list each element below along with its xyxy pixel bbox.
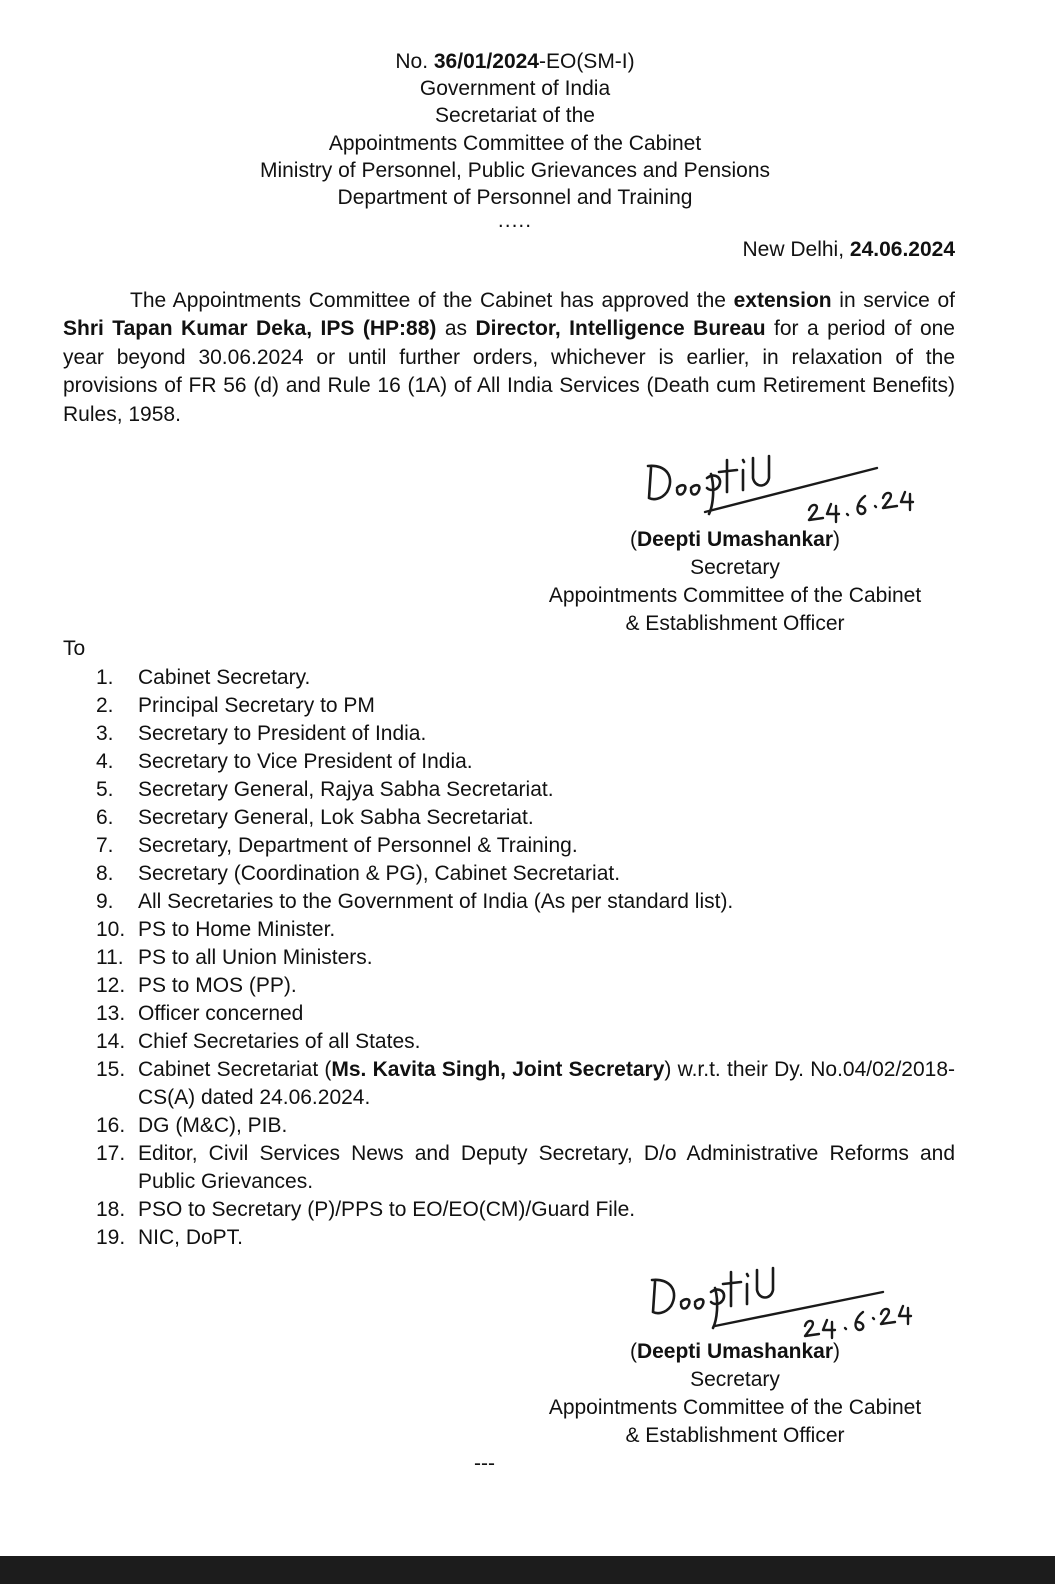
distribution-item (63, 1112, 955, 1140)
bottom-bar (0, 1556, 1055, 1584)
distribution-item (63, 888, 955, 916)
distribution-item-number: 3. (96, 722, 114, 745)
distribution-item-text: PSO to Secretary (P)/PPS to EO/EO(CM)/Guard File. (138, 1198, 636, 1221)
distribution-item-number: 6. (96, 806, 114, 829)
distribution-item-text: All Secretaries to the Government of India (As per standard list). (138, 890, 734, 913)
signature-block-top (515, 448, 955, 638)
distribution-item-number: 8. (96, 862, 114, 885)
signatory-designation: Secretary (690, 1368, 780, 1391)
distribution-item (63, 720, 955, 748)
distribution-item-text: Secretary, Department of Personnel & Training. (138, 834, 578, 857)
distribution-item-text: PS to all Union Ministers. (138, 946, 373, 969)
distribution-item (63, 1224, 955, 1252)
header-committee: Appointments Committee of the Cabinet (328, 131, 702, 155)
header-dots: ..... (497, 209, 533, 233)
distribution-item-text: Secretary to President of India. (138, 722, 427, 745)
signature-block-bottom (515, 1262, 955, 1452)
to-label: To (63, 637, 86, 660)
distribution-item (63, 1028, 955, 1056)
distribution-item-number: 10. (96, 918, 126, 941)
distribution-item-text: Officer concerned (138, 1002, 304, 1025)
distribution-item-text: Cabinet Secretary. (138, 666, 311, 689)
distribution-item-text: PS to MOS (PP). (138, 974, 297, 997)
signatory-name: (Deepti Umashankar) (629, 1340, 841, 1363)
distribution-item-text: Secretary General, Lok Sabha Secretariat. (138, 806, 534, 829)
handwritten-signature (615, 448, 935, 528)
distribution-item-text: Secretary (Coordination & PG), Cabinet Secretariat. (138, 862, 621, 885)
header-department: Department of Personnel and Training (337, 186, 693, 210)
distribution-item (63, 776, 955, 804)
distribution-item (63, 804, 955, 832)
signatory-designation: Secretary (690, 556, 780, 579)
distribution-item-text: Secretary General, Rajya Sabha Secretariat. (138, 778, 554, 801)
distribution-item-number: 15. (96, 1058, 126, 1081)
signatory-name: (Deepti Umashankar) (629, 528, 841, 551)
distribution-item-text: Secretary to Vice President of India. (138, 750, 473, 773)
handwritten-signature (615, 1262, 935, 1342)
distribution-item-number: 19. (96, 1226, 126, 1249)
header-secretariat: Secretariat of the (435, 104, 595, 128)
distribution-item-number: 9. (96, 890, 114, 913)
letter-header (0, 48, 1030, 231)
distribution-item-number: 2. (96, 694, 114, 717)
distribution-item-text: Cabinet Secretariat (Ms. Kavita Singh, Joint Secretary) w.r.t. their Dy. No.04/02/2018-CS(A) dated 24.06.2024. (138, 1058, 956, 1109)
distribution-item-number: 16. (96, 1114, 126, 1137)
distribution-item (63, 692, 955, 720)
distribution-item (63, 1196, 955, 1224)
header-government: Government of India (419, 77, 611, 101)
signatory-organization: Appointments Committee of the Cabinet (548, 1396, 922, 1419)
distribution-item-text: PS to Home Minister. (138, 918, 336, 941)
reference-number: No. 36/01/2024-EO(SM-I) (395, 50, 635, 73)
distribution-item-number: 18. (96, 1198, 126, 1221)
distribution-item (63, 916, 955, 944)
distribution-item-text: DG (M&C), PIB. (138, 1114, 288, 1137)
distribution-item-number: 17. (96, 1142, 126, 1165)
dateline: New Delhi, 24.06.2024 (742, 238, 955, 261)
distribution-item (63, 860, 955, 888)
distribution-item-number: 4. (96, 750, 114, 773)
distribution-item (63, 748, 955, 776)
distribution-item-text: Chief Secretaries of all States. (138, 1030, 421, 1053)
distribution-item-number: 7. (96, 834, 114, 857)
distribution-item (63, 664, 955, 692)
distribution-item (63, 1140, 955, 1196)
distribution-item (63, 1056, 955, 1112)
distribution-item-number: 1. (96, 666, 114, 689)
distribution-list (63, 664, 955, 1252)
header-ministry: Ministry of Personnel, Public Grievances and Pensions (259, 158, 771, 182)
signatory-details (515, 526, 955, 638)
signatory-role: & Establishment Officer (625, 1424, 845, 1447)
distribution-item-text: NIC, DoPT. (138, 1226, 244, 1249)
distribution-item-text: Principal Secretary to PM (138, 694, 375, 717)
signatory-details (515, 1338, 955, 1450)
distribution-item-number: 12. (96, 974, 126, 997)
distribution-item (63, 832, 955, 860)
distribution-item-number: 13. (96, 1002, 126, 1025)
distribution-item-number: 5. (96, 778, 114, 801)
signatory-role: & Establishment Officer (625, 612, 845, 635)
distribution-item-text: Editor, Civil Services News and Deputy Secretary, D/o Administrative Reforms and Public Grievances. (138, 1142, 955, 1193)
distribution-item-number: 14. (96, 1030, 126, 1053)
end-mark: --- (474, 1452, 495, 1475)
distribution-item (63, 944, 955, 972)
distribution-item (63, 972, 955, 1000)
distribution-item-number: 11. (96, 946, 124, 969)
distribution-item (63, 1000, 955, 1028)
signatory-organization: Appointments Committee of the Cabinet (548, 584, 922, 607)
order-paragraph: The Appointments Committee of the Cabinet has approved the extension in service of Shri Tapan Kumar Deka, IPS (HP:88) as Director, Intelligence Bureau for a period of one year beyond 30.06.2024 or until further orders, whichever is earlier, in relaxation of the provisions of FR 56 (d) and Rule 16 (1A) of All India Services (Death cum Retirement Benefits) Rules, 1958. (63, 289, 955, 426)
